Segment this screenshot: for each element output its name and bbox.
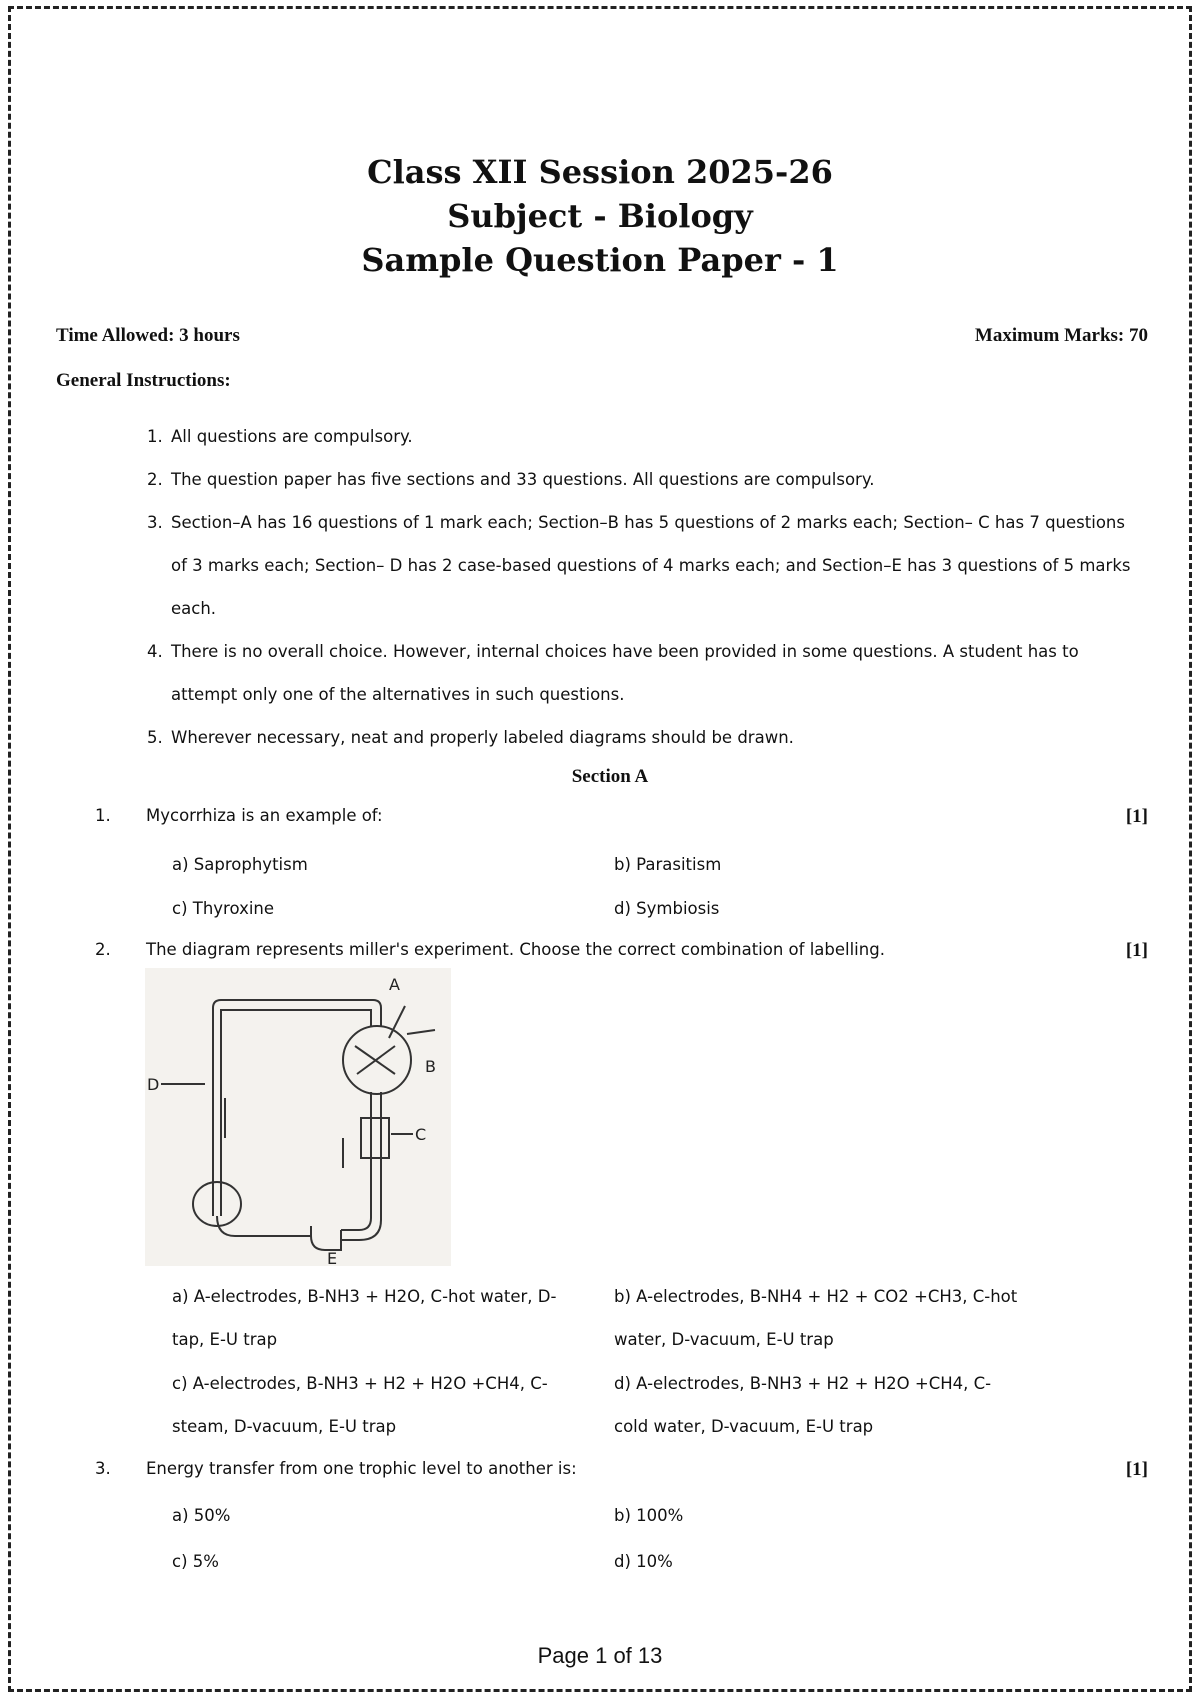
q1-option-b[interactable]: b) Parasitism	[614, 855, 722, 874]
paper-header	[0, 150, 1200, 282]
question-marks: [1]	[1125, 806, 1148, 827]
instruction-item: 2. The question paper has five sections and 33 questions. All questions are compulsory.	[147, 470, 875, 489]
instruction-item: 5. Wherever necessary, neat and properly labeled diagrams should be drawn.	[147, 728, 794, 747]
instructions-list	[147, 415, 1137, 759]
diagram-label-e: E	[327, 1249, 338, 1266]
question-text: Mycorrhiza is an example of:	[146, 806, 383, 825]
q3-option-d[interactable]: d) 10%	[614, 1552, 673, 1571]
instruction-item: 3. Section–A has 16 questions of 1 mark each; Section–B has 5 questions of 2 marks each; Section– C has 7 questions of 3 marks each; Section– D has 2 case-based questions of 4 marks each; and Section–E has 3 questions of 5 marks each.	[147, 513, 1131, 618]
q2-option-b[interactable]: b) A-electrodes, B-NH4 + H2 + CO2 +CH3, C-hot water, D-vacuum, E-U trap	[614, 1287, 1018, 1349]
q1-option-a[interactable]: a) Saprophytism	[172, 855, 308, 874]
question-number: 2.	[95, 940, 111, 959]
diagram-label-b: B	[425, 1057, 436, 1076]
maximum-marks: Maximum Marks: 70	[974, 325, 1148, 346]
miller-experiment-diagram	[145, 968, 451, 1266]
diagram-label-a: A	[389, 975, 400, 994]
q2-option-a[interactable]: a) A-electrodes, B-NH3 + H2O, C-hot water, D-tap, E-U trap	[172, 1287, 557, 1349]
general-instructions-title: General Instructions:	[56, 370, 231, 391]
question-text: Energy transfer from one trophic level to another is:	[146, 1459, 577, 1478]
question-number: 3.	[95, 1459, 111, 1478]
instruction-item: 1. All questions are compulsory.	[147, 427, 413, 446]
q1-option-c[interactable]: c) Thyroxine	[172, 899, 275, 918]
instruction-item: 4. There is no overall choice. However, internal choices have been provided in some questions. A student has to attempt only one of the alternatives in such questions.	[147, 642, 1079, 704]
question-marks: [1]	[1125, 940, 1148, 961]
q2-option-d[interactable]: d) A-electrodes, B-NH3 + H2 + H2O +CH4, C-cold water, D-vacuum, E-U trap	[614, 1374, 992, 1436]
diagram-label-c: C	[415, 1125, 427, 1144]
question-text: The diagram represents miller's experiment. Choose the correct combination of labelling.	[146, 940, 885, 959]
page-footer: Page 1 of 13	[537, 1643, 663, 1668]
header-paper-title: Sample Question Paper - 1	[361, 241, 839, 279]
diagram-label-d: D	[147, 1075, 160, 1094]
miller-apparatus-drawing	[145, 968, 451, 1266]
q3-option-a[interactable]: a) 50%	[172, 1506, 231, 1525]
header-subject: Subject - Biology	[447, 197, 753, 235]
q3-option-c[interactable]: c) 5%	[172, 1552, 219, 1571]
time-allowed: Time Allowed: 3 hours	[56, 325, 240, 346]
header-class-session: Class XII Session 2025-26	[367, 153, 833, 191]
q2-option-c[interactable]: c) A-electrodes, B-NH3 + H2 + H2O +CH4, C-steam, D-vacuum, E-U trap	[172, 1374, 548, 1436]
q1-option-d[interactable]: d) Symbiosis	[614, 899, 720, 918]
section-a-title: Section A	[571, 766, 649, 787]
question-number: 1.	[95, 806, 111, 825]
q3-option-b[interactable]: b) 100%	[614, 1506, 684, 1525]
question-marks: [1]	[1125, 1459, 1148, 1480]
